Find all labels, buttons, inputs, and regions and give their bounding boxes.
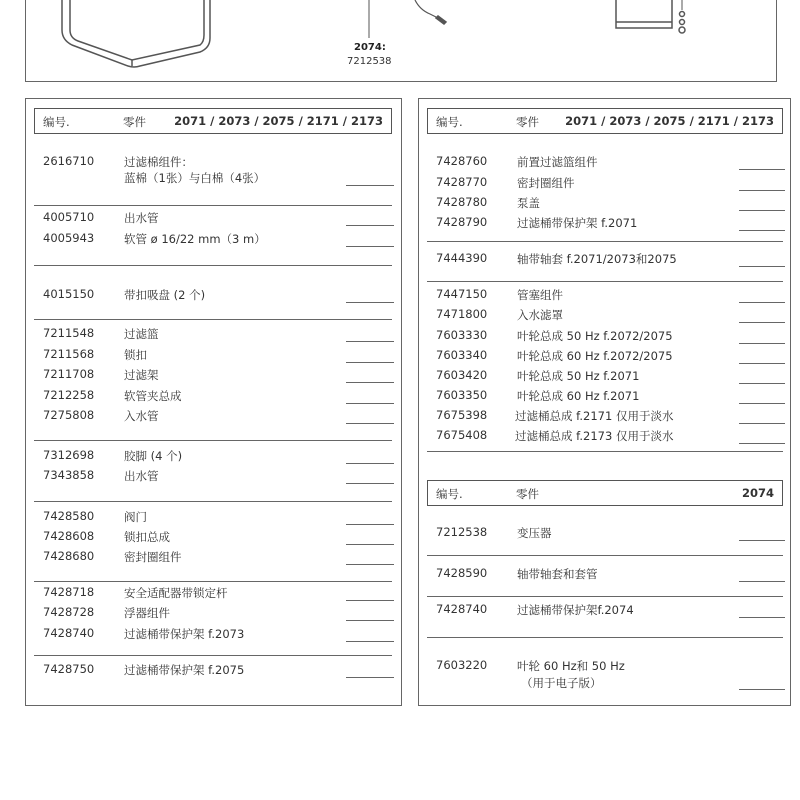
part-number: 7471800 <box>436 307 488 321</box>
header-no: 编号. <box>43 115 70 129</box>
qty-line <box>739 423 785 424</box>
part-number: 7428760 <box>436 154 488 168</box>
part-name: 过滤桶总成 f.2173 仅用于淡水 <box>515 429 674 443</box>
header-part: 零件 <box>516 487 539 501</box>
qty-line <box>346 463 394 464</box>
part-name: 叶轮总成 50 Hz f.2071 <box>517 369 640 383</box>
row-divider <box>427 451 783 452</box>
part-name: 叶轮总成 60 Hz f.2072/2075 <box>517 349 673 363</box>
part-name: 叶轮 60 Hz和 50 Hz <box>517 659 625 673</box>
part-name: 过滤架 <box>124 368 159 382</box>
part-number: 7211548 <box>43 326 95 340</box>
qty-line <box>739 322 785 323</box>
part-name: 安全适配器带锁定杆 <box>124 586 228 600</box>
qty-line <box>346 225 394 226</box>
part-number: 2616710 <box>43 154 95 168</box>
part-number: 7603330 <box>436 328 488 342</box>
part-number: 4015150 <box>43 287 95 301</box>
part-number: 7675398 <box>436 408 488 422</box>
part-number: 7428718 <box>43 585 95 599</box>
row-divider <box>427 241 783 242</box>
part-number: 7312698 <box>43 448 95 462</box>
part-name: 叶轮总成 50 Hz f.2072/2075 <box>517 329 673 343</box>
part-number: 7343858 <box>43 468 95 482</box>
qty-line <box>739 190 785 191</box>
part-number: 7428590 <box>436 566 488 580</box>
part-name: 胶脚 (4 个) <box>124 449 183 463</box>
part-name: 轴带轴套 f.2071/2073和2075 <box>517 252 677 266</box>
part-name: 过滤桶带保护架 f.2071 <box>517 216 638 230</box>
part-number: 7428780 <box>436 195 488 209</box>
part-number: 7428608 <box>43 529 95 543</box>
qty-line <box>346 341 394 342</box>
qty-line <box>346 382 394 383</box>
row-divider <box>427 555 783 556</box>
part-name: 过滤桶带保护架f.2074 <box>517 603 634 617</box>
right-table-header <box>427 108 783 134</box>
part-name: 浮器组件 <box>124 606 170 620</box>
qty-line <box>739 169 785 170</box>
table-2074-header <box>427 480 783 506</box>
qty-line <box>346 403 394 404</box>
qty-line <box>739 403 785 404</box>
qty-line <box>346 564 394 565</box>
qty-line <box>739 689 785 690</box>
part-number: 7428790 <box>436 215 488 229</box>
row-divider <box>427 637 783 638</box>
part-name: 入水管 <box>124 409 159 423</box>
part-number: 7428770 <box>436 175 488 189</box>
row-divider <box>34 205 392 206</box>
part-name: 密封圈组件 <box>124 550 182 564</box>
part-number: 7428740 <box>436 602 488 616</box>
part-number: 7428728 <box>43 605 95 619</box>
part-number: 7603220 <box>436 658 488 672</box>
part-number: 7211568 <box>43 347 95 361</box>
filter-illustration <box>0 0 800 100</box>
part-number: 7428580 <box>43 509 95 523</box>
part-number: 7428740 <box>43 626 95 640</box>
part-number: 7428680 <box>43 549 95 563</box>
row-divider <box>34 581 392 582</box>
right-parts-panel <box>418 98 791 706</box>
part-number: 7675408 <box>436 428 488 442</box>
part-number: 4005710 <box>43 210 95 224</box>
row-divider <box>34 655 392 656</box>
qty-line <box>346 641 394 642</box>
part-number: 7603420 <box>436 368 488 382</box>
row-divider <box>34 265 392 266</box>
part-number: 7212538 <box>436 525 488 539</box>
header-no: 编号. <box>436 487 463 501</box>
qty-line <box>346 302 394 303</box>
part-number: 7447150 <box>436 287 488 301</box>
row-divider <box>34 440 392 441</box>
row-divider <box>34 501 392 502</box>
part-name: 入水滤罩 <box>517 308 563 322</box>
header-part: 零件 <box>516 115 539 129</box>
part-number: 4005943 <box>43 231 95 245</box>
qty-line <box>739 343 785 344</box>
qty-line <box>739 210 785 211</box>
qty-line <box>739 617 785 618</box>
part-name: 锁扣 <box>124 348 147 362</box>
header-part: 零件 <box>123 115 146 129</box>
qty-line <box>739 363 785 364</box>
qty-line <box>739 230 785 231</box>
qty-line <box>739 383 785 384</box>
part-name: 软管 ø 16/22 mm（3 m） <box>124 232 266 246</box>
qty-line <box>346 423 394 424</box>
part-name: 软管夹总成 <box>124 389 182 403</box>
qty-line <box>346 246 394 247</box>
part-number: 7603340 <box>436 348 488 362</box>
part-name-sub: 蓝棉（1张）与白棉（4张） <box>124 171 266 185</box>
part-name: 泵盖 <box>517 196 540 210</box>
part-number: 7428750 <box>43 662 95 676</box>
part-name: 叶轮总成 60 Hz f.2071 <box>517 389 640 403</box>
part-name: 过滤棉组件： <box>124 155 193 169</box>
header-no: 编号. <box>436 115 463 129</box>
part-name-sub: （用于电子版） <box>521 676 602 690</box>
qty-line <box>739 540 785 541</box>
part-name: 锁扣总成 <box>124 530 170 544</box>
qty-line <box>739 302 785 303</box>
part-number: 7603350 <box>436 388 488 402</box>
qty-line <box>346 362 394 363</box>
part-name: 出水管 <box>124 469 159 483</box>
header-models: 2071 / 2073 / 2075 / 2171 / 2173 <box>174 114 383 128</box>
left-table-header <box>34 108 392 134</box>
part-number: 7212258 <box>43 388 95 402</box>
part-name: 过滤桶带保护架 f.2073 <box>124 627 245 641</box>
part-name: 出水管 <box>124 211 159 225</box>
qty-line <box>346 600 394 601</box>
part-number: 7444390 <box>436 251 488 265</box>
qty-line <box>346 544 394 545</box>
part-number: 7211708 <box>43 367 95 381</box>
qty-line <box>346 524 394 525</box>
row-divider <box>34 319 392 320</box>
left-parts-panel <box>25 98 402 706</box>
part-name: 过滤桶带保护架 f.2075 <box>124 663 245 677</box>
header-models: 2071 / 2073 / 2075 / 2171 / 2173 <box>565 114 774 128</box>
header-models: 2074 <box>741 486 774 500</box>
part-name: 带扣吸盘 (2 个) <box>124 288 206 302</box>
row-divider <box>427 281 783 282</box>
qty-line <box>346 185 394 186</box>
row-divider <box>427 596 783 597</box>
part-name: 密封圈组件 <box>517 176 575 190</box>
part-name: 轴带轴套和套管 <box>517 567 598 581</box>
part-name: 变压器 <box>517 526 552 540</box>
qty-line <box>739 443 785 444</box>
part-name: 过滤篮 <box>124 327 159 341</box>
qty-line <box>346 677 394 678</box>
qty-line <box>739 581 785 582</box>
part-name: 前置过滤篮组件 <box>517 155 598 169</box>
qty-line <box>739 266 785 267</box>
qty-line <box>346 620 394 621</box>
part-name: 过滤桶总成 f.2171 仅用于淡水 <box>515 409 674 423</box>
callout-part-number: 7212538 <box>347 56 392 67</box>
callout-code: 2074: <box>354 42 386 53</box>
part-name: 管塞组件 <box>517 288 563 302</box>
qty-line <box>346 483 394 484</box>
part-name: 阀门 <box>124 510 147 524</box>
part-number: 7275808 <box>43 408 95 422</box>
